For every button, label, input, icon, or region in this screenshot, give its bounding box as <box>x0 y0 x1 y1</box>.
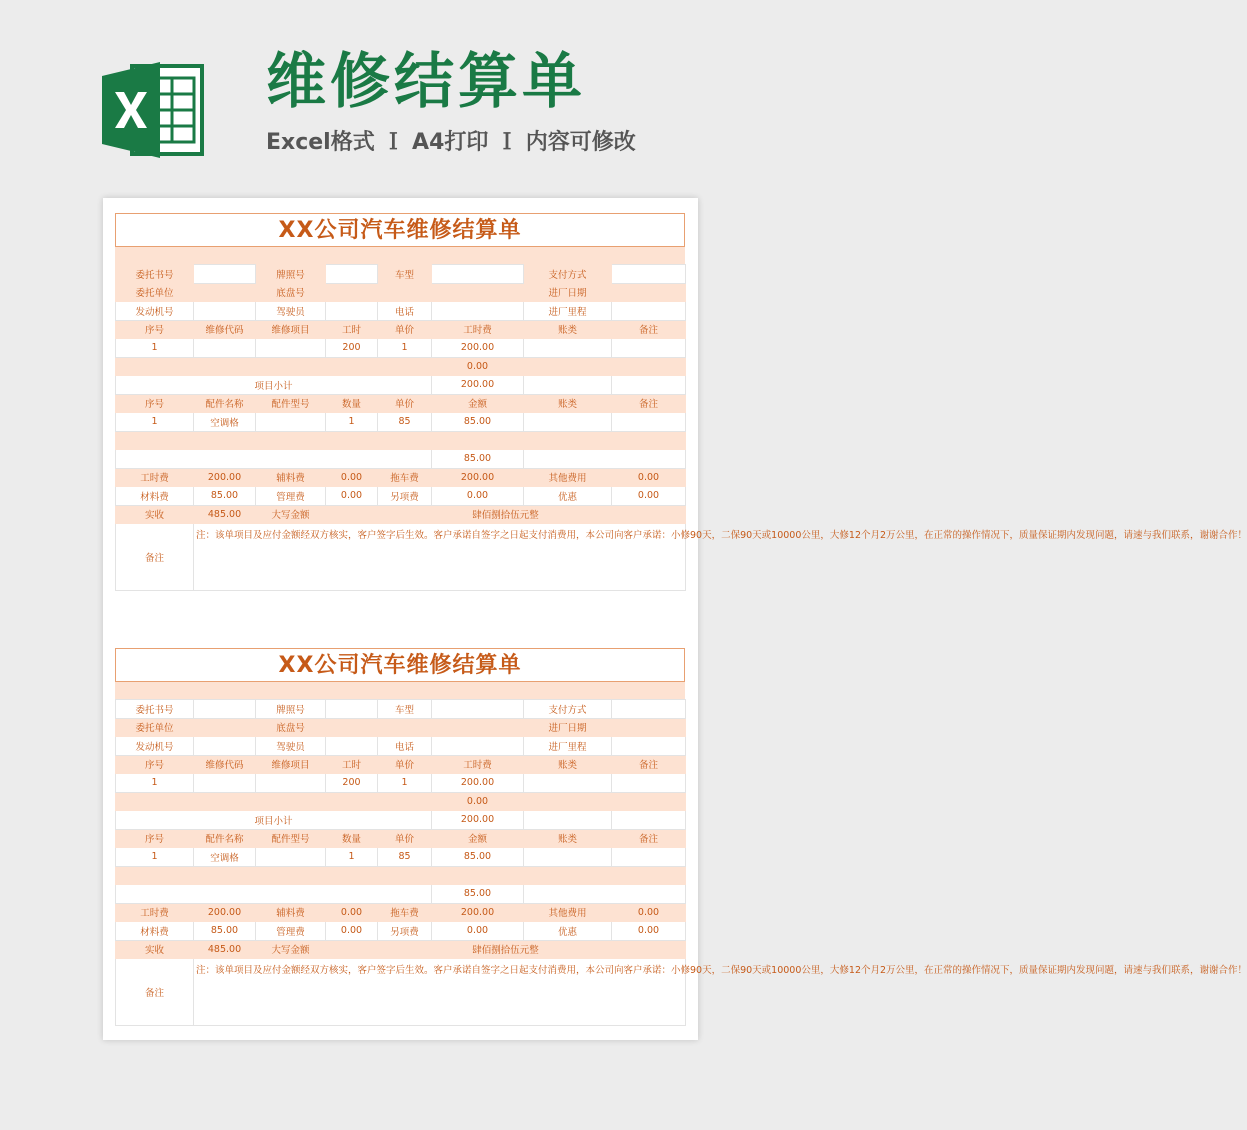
column-header: 单价 <box>378 829 432 848</box>
page-subtitle: Excel格式 Ｉ A4打印 Ｉ 内容可修改 <box>266 130 636 155</box>
parts-account-cell[interactable] <box>524 848 612 867</box>
spacer-row <box>115 682 685 699</box>
label-client-unit: 委托单位 <box>116 283 194 302</box>
labor-seq-cell[interactable]: 1 <box>116 339 194 358</box>
engine-no-cell[interactable] <box>194 737 256 756</box>
label-additional-fee: 另项费 <box>378 487 432 506</box>
empty-cell <box>524 811 612 830</box>
parts-row <box>116 848 686 867</box>
parts-total-cell: 85.00 <box>432 450 524 469</box>
labor-hours-cell[interactable]: 200 <box>326 774 378 793</box>
parts-price-cell[interactable]: 85 <box>378 848 432 867</box>
label-entry-date: 进厂日期 <box>524 718 612 737</box>
label-plate-no: 牌照号 <box>256 700 326 719</box>
driver-cell[interactable] <box>326 737 378 756</box>
column-header: 工时 <box>326 755 378 774</box>
excel-logo-icon <box>102 62 204 158</box>
label-engine-no: 发动机号 <box>116 302 194 321</box>
fees-row <box>116 468 686 487</box>
labor-fee-value[interactable]: 200.00 <box>194 903 256 922</box>
vehicle-model-cell[interactable] <box>432 700 524 719</box>
labor-fee-value[interactable]: 200.00 <box>194 468 256 487</box>
parts-seq-cell[interactable]: 1 <box>116 848 194 867</box>
labor-row <box>116 774 686 793</box>
subtotal-value: 200.00 <box>432 376 524 395</box>
towing-fee-value[interactable]: 200.00 <box>432 903 524 922</box>
engine-no-cell[interactable] <box>194 302 256 321</box>
label-discount: 优惠 <box>524 922 612 941</box>
table-row <box>116 866 686 885</box>
label-vehicle-model: 车型 <box>378 265 432 284</box>
parts-seq-cell[interactable]: 1 <box>116 413 194 432</box>
column-header: 工时费 <box>432 755 524 774</box>
table-row <box>116 283 686 302</box>
empty-cell <box>524 357 686 376</box>
discount-value[interactable]: 0.00 <box>612 487 686 506</box>
label-phone: 电话 <box>378 737 432 756</box>
payment-method-cell[interactable] <box>612 265 686 284</box>
label-chassis-no: 底盘号 <box>256 718 326 737</box>
parts-header-row <box>116 394 686 413</box>
fees-row <box>116 903 686 922</box>
label-auxiliary-fee: 辅料费 <box>256 903 326 922</box>
label-entry-date: 进厂日期 <box>524 283 612 302</box>
label-phone: 电话 <box>378 302 432 321</box>
client-unit-cell[interactable] <box>194 718 256 737</box>
label-labor-fee: 工时费 <box>116 468 194 487</box>
label-vehicle-model: 车型 <box>378 700 432 719</box>
chassis-no-cell[interactable] <box>326 718 378 737</box>
spacer-row <box>115 247 685 264</box>
label-received: 实收 <box>116 505 194 524</box>
fees-row <box>116 487 686 506</box>
commission-no-cell[interactable] <box>194 700 256 719</box>
form-title: XX公司汽车维修结算单 <box>115 213 685 247</box>
subtotal-value: 200.00 <box>432 811 524 830</box>
label-management-fee: 管理费 <box>256 922 326 941</box>
a4-page-preview <box>103 198 1247 1040</box>
label-client-unit: 委托单位 <box>116 718 194 737</box>
received-value[interactable]: 485.00 <box>194 505 256 524</box>
parts-model-cell[interactable] <box>256 848 326 867</box>
empty-cell <box>432 718 524 737</box>
column-header: 账类 <box>524 755 612 774</box>
page-title: 维修结算单 <box>266 47 586 117</box>
column-header: 备注 <box>612 320 686 339</box>
empty-cell <box>116 885 432 904</box>
column-header: 数量 <box>326 394 378 413</box>
entry-date-cell[interactable] <box>612 718 686 737</box>
column-header: 序号 <box>116 320 194 339</box>
label-other-fee: 其他费用 <box>524 903 612 922</box>
notes-text[interactable]: 注：该单项目及应付金额经双方核实，客户签字后生效。客户承诺自签字之日起支付消费用，本公司向客户承诺：小修90天，二保90天或10000公里，大修12个月2万公里，在正常的操作情况下，质量保证期内发现问题，请速与我们联系，谢谢合作！ <box>194 959 686 1026</box>
material-fee-value[interactable]: 85.00 <box>194 922 256 941</box>
parts-amount-cell[interactable]: 85.00 <box>432 848 524 867</box>
column-header: 序号 <box>116 755 194 774</box>
labor-fee-cell[interactable]: 200.00 <box>432 774 524 793</box>
column-header: 账类 <box>524 320 612 339</box>
empty-cell <box>612 811 686 830</box>
phone-cell[interactable] <box>432 302 524 321</box>
label-amount-in-words: 大写金额 <box>256 940 326 959</box>
column-header: 序号 <box>116 829 194 848</box>
other-fee-value[interactable]: 0.00 <box>612 903 686 922</box>
labor-item-cell[interactable] <box>256 774 326 793</box>
parts-amount-cell[interactable]: 85.00 <box>432 413 524 432</box>
label-commission-no: 委托书号 <box>116 700 194 719</box>
other-fee-value[interactable]: 0.00 <box>612 468 686 487</box>
subtotal-label: 项目小计 <box>116 376 432 395</box>
entry-date-cell[interactable] <box>612 283 686 302</box>
column-header: 配件型号 <box>256 829 326 848</box>
empty-cell <box>116 431 686 450</box>
label-amount-in-words: 大写金额 <box>256 505 326 524</box>
labor-hours-cell[interactable]: 200 <box>326 339 378 358</box>
chassis-no-cell[interactable] <box>326 283 378 302</box>
table-row <box>116 450 686 469</box>
payment-method-cell[interactable] <box>612 700 686 719</box>
column-header: 单价 <box>378 394 432 413</box>
subtotal-label: 项目小计 <box>116 811 432 830</box>
client-unit-cell[interactable] <box>194 283 256 302</box>
phone-cell[interactable] <box>432 737 524 756</box>
label-entry-mileage: 进厂里程 <box>524 302 612 321</box>
column-header: 单价 <box>378 755 432 774</box>
parts-remark-cell[interactable] <box>612 848 686 867</box>
column-header: 维修代码 <box>194 755 256 774</box>
parts-row <box>116 413 686 432</box>
amount-in-words-value[interactable]: 肆佰捌拾伍元整 <box>326 940 686 959</box>
commission-no-cell[interactable] <box>194 265 256 284</box>
table-row <box>116 885 686 904</box>
label-management-fee: 管理费 <box>256 487 326 506</box>
empty-cell <box>116 450 432 469</box>
column-header: 备注 <box>612 829 686 848</box>
settlement-form <box>115 648 1247 1026</box>
entry-mileage-cell[interactable] <box>612 302 686 321</box>
towing-fee-value[interactable]: 200.00 <box>432 468 524 487</box>
label-driver: 驾驶员 <box>256 737 326 756</box>
table-row <box>116 302 686 321</box>
label-material-fee: 材料费 <box>116 922 194 941</box>
column-header: 备注 <box>612 755 686 774</box>
column-header: 维修项目 <box>256 320 326 339</box>
notes-text[interactable]: 注：该单项目及应付金额经双方核实，客户签字后生效。客户承诺自签字之日起支付消费用，本公司向客户承诺：小修90天，二保90天或10000公里，大修12个月2万公里，在正常的操作情况下，质量保证期内发现问题，请速与我们联系，谢谢合作！ <box>194 524 686 591</box>
parts-model-cell[interactable] <box>256 413 326 432</box>
vehicle-model-cell[interactable] <box>432 265 524 284</box>
label-additional-fee: 另项费 <box>378 922 432 941</box>
label-plate-no: 牌照号 <box>256 265 326 284</box>
labor-row <box>116 339 686 358</box>
column-header: 金额 <box>432 829 524 848</box>
table-row <box>116 265 686 284</box>
column-header: 配件名称 <box>194 829 256 848</box>
column-header: 配件名称 <box>194 394 256 413</box>
amount-in-words-value[interactable]: 肆佰捌拾伍元整 <box>326 505 686 524</box>
labor-price-cell[interactable]: 1 <box>378 774 432 793</box>
label-labor-fee: 工时费 <box>116 903 194 922</box>
discount-value[interactable]: 0.00 <box>612 922 686 941</box>
labor-account-cell[interactable] <box>524 339 612 358</box>
labor-item-cell[interactable] <box>256 339 326 358</box>
labor-code-cell[interactable] <box>194 774 256 793</box>
empty-cell <box>524 450 686 469</box>
table-row <box>116 718 686 737</box>
empty-cell <box>524 792 686 811</box>
plate-no-cell[interactable] <box>326 265 378 284</box>
labor-header-row <box>116 320 686 339</box>
received-row <box>116 940 686 959</box>
label-towing-fee: 拖车费 <box>378 903 432 922</box>
driver-cell[interactable] <box>326 302 378 321</box>
subtotal-row <box>116 811 686 830</box>
parts-name-cell[interactable]: 空调格 <box>194 848 256 867</box>
empty-cell <box>524 376 612 395</box>
parts-remark-cell[interactable] <box>612 413 686 432</box>
empty-cell <box>378 718 432 737</box>
labor-extra-fee-cell[interactable]: 0.00 <box>432 792 524 811</box>
plate-no-cell[interactable] <box>326 700 378 719</box>
label-material-fee: 材料费 <box>116 487 194 506</box>
entry-mileage-cell[interactable] <box>612 737 686 756</box>
labor-account-cell[interactable] <box>524 774 612 793</box>
column-header: 备注 <box>612 394 686 413</box>
column-header: 数量 <box>326 829 378 848</box>
label-notes: 备注 <box>116 524 194 591</box>
parts-header-row <box>116 829 686 848</box>
label-payment-method: 支付方式 <box>524 700 612 719</box>
notes-row <box>116 524 686 591</box>
column-header: 金额 <box>432 394 524 413</box>
management-fee-value[interactable]: 0.00 <box>326 487 378 506</box>
column-header: 单价 <box>378 320 432 339</box>
received-value[interactable]: 485.00 <box>194 940 256 959</box>
empty-cell <box>378 283 432 302</box>
column-header: 维修代码 <box>194 320 256 339</box>
table-row <box>116 357 686 376</box>
table-row <box>116 792 686 811</box>
additional-fee-value[interactable]: 0.00 <box>432 922 524 941</box>
parts-total-cell: 85.00 <box>432 885 524 904</box>
labor-extra-fee-cell[interactable]: 0.00 <box>432 357 524 376</box>
empty-cell <box>432 283 524 302</box>
parts-qty-cell[interactable]: 1 <box>326 848 378 867</box>
column-header: 维修项目 <box>256 755 326 774</box>
management-fee-value[interactable]: 0.00 <box>326 922 378 941</box>
label-driver: 驾驶员 <box>256 302 326 321</box>
labor-price-cell[interactable]: 1 <box>378 339 432 358</box>
column-header: 账类 <box>524 394 612 413</box>
label-towing-fee: 拖车费 <box>378 468 432 487</box>
subtotal-row <box>116 376 686 395</box>
label-auxiliary-fee: 辅料费 <box>256 468 326 487</box>
label-chassis-no: 底盘号 <box>256 283 326 302</box>
labor-seq-cell[interactable]: 1 <box>116 774 194 793</box>
fees-row <box>116 922 686 941</box>
received-row <box>116 505 686 524</box>
label-commission-no: 委托书号 <box>116 265 194 284</box>
settlement-table <box>115 264 1247 591</box>
parts-qty-cell[interactable]: 1 <box>326 413 378 432</box>
table-row <box>116 737 686 756</box>
label-other-fee: 其他费用 <box>524 468 612 487</box>
labor-header-row <box>116 755 686 774</box>
labor-fee-cell[interactable]: 200.00 <box>432 339 524 358</box>
labor-code-cell[interactable] <box>194 339 256 358</box>
settlement-table <box>115 699 1247 1026</box>
parts-account-cell[interactable] <box>524 413 612 432</box>
empty-cell <box>524 885 686 904</box>
column-header: 账类 <box>524 829 612 848</box>
notes-row <box>116 959 686 1026</box>
auxiliary-fee-value[interactable]: 0.00 <box>326 468 378 487</box>
table-row <box>116 700 686 719</box>
parts-price-cell[interactable]: 85 <box>378 413 432 432</box>
label-discount: 优惠 <box>524 487 612 506</box>
auxiliary-fee-value[interactable]: 0.00 <box>326 903 378 922</box>
table-row <box>116 431 686 450</box>
label-received: 实收 <box>116 940 194 959</box>
empty-cell <box>116 792 432 811</box>
empty-cell <box>116 357 432 376</box>
label-notes: 备注 <box>116 959 194 1026</box>
column-header: 工时费 <box>432 320 524 339</box>
empty-cell <box>116 866 686 885</box>
parts-name-cell[interactable]: 空调格 <box>194 413 256 432</box>
settlement-form <box>115 213 1247 591</box>
additional-fee-value[interactable]: 0.00 <box>432 487 524 506</box>
empty-cell <box>612 376 686 395</box>
form-title: XX公司汽车维修结算单 <box>115 648 685 682</box>
labor-remark-cell[interactable] <box>612 339 686 358</box>
column-header: 工时 <box>326 320 378 339</box>
label-entry-mileage: 进厂里程 <box>524 737 612 756</box>
material-fee-value[interactable]: 85.00 <box>194 487 256 506</box>
labor-remark-cell[interactable] <box>612 774 686 793</box>
column-header: 配件型号 <box>256 394 326 413</box>
label-engine-no: 发动机号 <box>116 737 194 756</box>
label-payment-method: 支付方式 <box>524 265 612 284</box>
column-header: 序号 <box>116 394 194 413</box>
